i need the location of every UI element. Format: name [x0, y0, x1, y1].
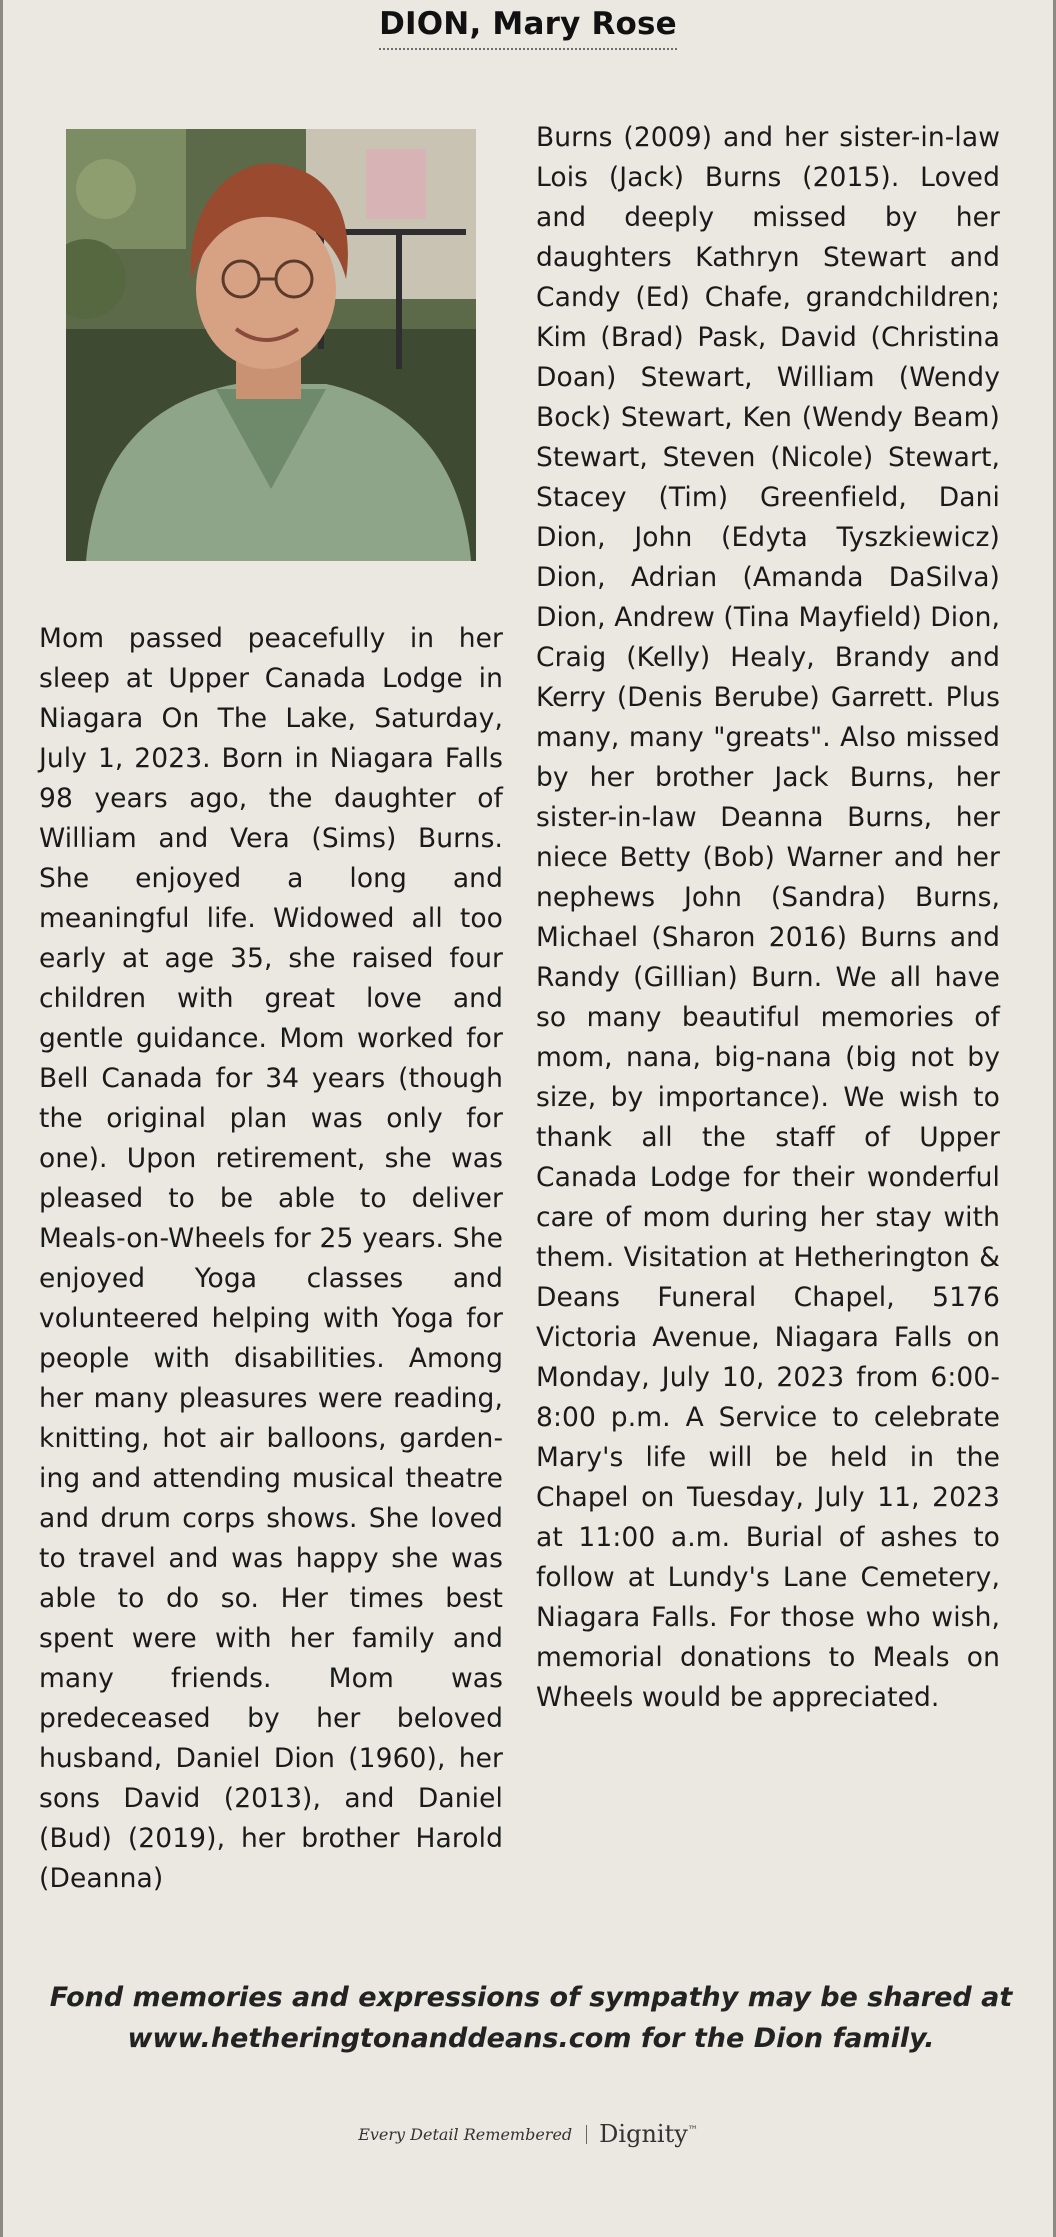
obituary-title: DION, Mary Rose	[379, 6, 677, 50]
footer-tagline: Every Detail Remembered	[358, 2125, 587, 2144]
obituary-body-left: Mom passed peacefully in her sleep at Upper Canada Lodge in Niagara On The Lake, Saturday, July 1, 2023. Born in Niagara Falls 98 years ago, the daughter of William and Vera (Sims) Burns. She enjoyed a long and meaningful life. Widowed all too early at age 35, she raised four children with great love and gentle guidance. Mom worked for Bell Canada for 34 years (though the original plan was only for one). Upon retirement, she was pleased to be able to deliver Meals-on-Wheels for 25 years. She enjoyed Yoga classes and volunteered helping with Yoga for people with disabilities. Among her many pleasures were reading, knitting, hot air balloons, gardening and attending musical theatre and drum corps shows. She loved to travel and was happy she was able to do so. Her times best spent were with her family and many friends. Mom was predeceased by her beloved husband, Daniel Dion (1960), her sons David (2013), and Daniel (Bud) (2019), her brother Harold (Deanna)	[39, 623, 503, 1894]
header	[3, 6, 1053, 50]
trademark-mark: ™	[687, 2125, 698, 2136]
brand-name: Dignity	[599, 2120, 688, 2148]
brand-logo	[587, 2120, 698, 2148]
portrait-photo	[66, 129, 476, 561]
condolence-note: Fond memories and expressions of sympathy may be shared at www.hetheringtonanddeans.com for the Dion family.	[49, 1982, 1013, 2054]
footer	[3, 2120, 1053, 2148]
obituary-body-right: Burns (2009) and her sister-in-law Lois (Jack) Burns (2015). Loved and deeply missed by her daughters Kathryn Stewart and Candy (Ed) Chafe, grandchildren; Kim (Brad) Pask, David (Christina Doan) Stewart, William (Wendy Bock) Stewart, Ken (Wendy Beam) Stewart, Steven (Nicole) Stewart, Stacey (Tim) Greenfield, Dani Dion, John (Edyta Tyszkiewicz) Dion, Adrian (Amanda DaSilva) Dion, Andrew (Tina Mayfield) Dion, Craig (Kelly) Healy, Brandy and Kerry (Denis Berube) Garrett. Plus many, many "greats". Also missed by her brother Jack Burns, her sister-in-law Deanna Burns, her niece Betty (Bob) Warner and her nephews John (Sandra) Burns, Michael (Sharon 2016) Burns and Randy (Gillian) Burn. We all have so many beautiful memories of mom, nana, big-nana (big not by size, by importance). We wish to thank all the staff of Upper Canada Lodge for their wonderful care of mom during her stay with them. Visitation at Hetherington & Deans Funeral Chapel, 5176 Victoria Avenue, Niagara Falls on Monday, July 10, 2023 from 6:00-8:00 p.m. A Service to celebrate Mary's life will be held in the Chapel on Tuesday, July 11, 2023 at 11:00 a.m. Burial of ashes to follow at Lundy's Lane Cemetery, Niagara Falls. For those who wish, memorial donations to Meals on Wheels would be appreciated.	[536, 122, 1000, 1713]
portrait-image	[66, 129, 476, 561]
